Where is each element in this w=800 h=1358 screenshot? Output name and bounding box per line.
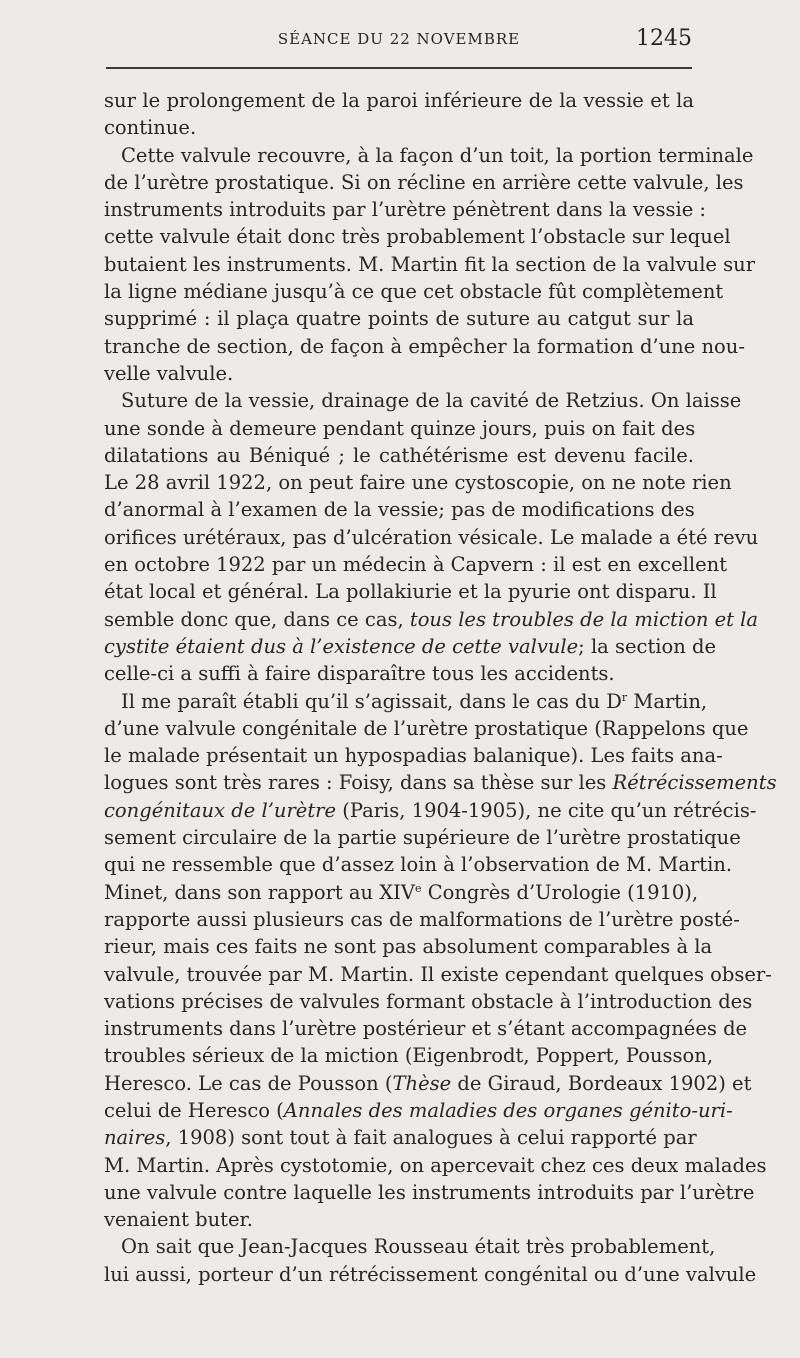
text-line <box>104 1233 716 1260</box>
text-line <box>104 469 732 496</box>
text-line <box>104 578 717 605</box>
text-line <box>104 387 742 414</box>
running-head <box>106 26 692 50</box>
text-line <box>104 660 694 687</box>
text-span: rieur, mais ces faits ne sont pas absolument comparables à la <box>104 935 713 959</box>
text-line <box>104 1042 714 1069</box>
text-span: Congrès d’Urologie (1910), <box>421 880 699 904</box>
text-line <box>104 360 694 387</box>
text-span: la ligne médiane jusqu’à ce que cet obstacle fût complètement <box>104 280 724 304</box>
text-span: état local et général. La pollakiurie et la pyurie ont disparu. Il <box>104 580 717 604</box>
text-line <box>104 961 772 988</box>
text-span: On sait que Jean-Jacques Rousseau était très probablement, <box>121 1235 716 1259</box>
text-span: Suture de la vessie, drainage de la cavité de Retzius. On laisse <box>121 389 742 413</box>
italic-text: Rétrécissements <box>612 771 777 795</box>
text-line <box>104 87 694 114</box>
text-span: d’une valvule congénitale de l’urètre prostatique (Rappelons que <box>104 716 749 740</box>
header-rule <box>106 67 692 69</box>
text-span: de Giraud, Bordeaux 1902) et <box>451 1071 752 1095</box>
italic-text: naires <box>104 1126 166 1150</box>
text-span: instruments introduits par l’urètre pénètrent dans la vessie : <box>104 198 707 222</box>
text-span: cette valvule était donc très probablement l’obstacle sur lequel <box>104 225 731 249</box>
text-line <box>104 415 694 442</box>
superscript: e <box>414 881 422 895</box>
text-span: troubles sérieux de la miction (Eigenbrodt, Poppert, Pousson, <box>104 1044 714 1068</box>
text-span: logues sont très rares : Foisy, dans sa thèse sur les <box>104 771 613 795</box>
text-span: lui aussi, porteur d’un rétrécissement congénital ou d’une valvule <box>104 1262 757 1286</box>
text-line <box>104 824 741 851</box>
text-span: continue. <box>104 116 197 140</box>
text-span: celle-ci a suffi à faire disparaître tous les accidents. <box>104 662 615 686</box>
italic-text: tous les troubles de la miction et la <box>409 607 759 631</box>
text-line <box>104 169 744 196</box>
italic-text: cystite étaient dus à l’existence de cette valvule <box>104 634 579 658</box>
text-line <box>104 1070 752 1097</box>
text-span: M. Martin. Après cystotomie, on apercevait chez ces deux malades <box>104 1153 767 1177</box>
text-span: le malade présentait un hypospadias balanique). Les faits ana- <box>104 744 723 768</box>
text-span: semble donc que, dans ce cas, <box>104 607 410 631</box>
text-line <box>104 114 694 141</box>
italic-text: congénitaux de l’urètre <box>104 798 337 822</box>
text-span: qui ne ressemble que d’assez loin à l’observation de M. Martin. <box>104 853 733 877</box>
italic-text: Annales des maladies des organes génito-uri- <box>283 1098 733 1122</box>
text-line <box>104 742 723 769</box>
text-line <box>104 1179 755 1206</box>
text-line <box>104 251 756 278</box>
text-span: en octobre 1922 par un médecin à Capvern : il est en excellent <box>104 553 728 577</box>
text-line <box>104 988 753 1015</box>
text-line <box>104 1015 748 1042</box>
text-line <box>104 1261 757 1288</box>
text-span: (Paris, 1904-1905), ne cite qu’un rétrécis- <box>336 798 757 822</box>
text-span: Cette valvule recouvre, à la façon d’un toit, la portion terminale <box>121 143 754 167</box>
text-line <box>104 278 724 305</box>
text-span: , 1908) sont tout à fait analogues à celui rapporté par <box>165 1126 697 1150</box>
text-line <box>104 1206 694 1233</box>
text-line <box>104 524 759 551</box>
text-line <box>104 688 708 715</box>
text-line <box>104 797 757 824</box>
text-line <box>104 1097 733 1124</box>
text-line <box>104 769 777 796</box>
text-line <box>104 442 694 469</box>
text-span: Le 28 avril 1922, on peut faire une cystoscopie, on ne note rien <box>104 471 732 495</box>
text-span: ; la section de <box>578 634 717 658</box>
text-span: instruments dans l’urètre postérieur et s’étant accompagnées de <box>104 1017 748 1041</box>
text-span: supprimé : il plaça quatre points de suture au catgut sur la <box>104 307 694 331</box>
superscript: r <box>621 690 628 704</box>
page-number: 1245 <box>636 26 692 51</box>
text-span: orifices urétéraux, pas d’ulcération vésicale. Le malade a été revu <box>104 525 759 549</box>
text-line <box>104 879 699 906</box>
text-span: butaient les instruments. M. Martin fit la section de la valvule sur <box>104 252 756 276</box>
text-line <box>104 223 731 250</box>
text-span: Heresco. Le cas de Pousson ( <box>104 1071 393 1095</box>
text-span: valvule, trouvée par M. Martin. Il existe cependant quelques obser- <box>104 962 772 986</box>
text-line <box>104 933 713 960</box>
text-span: Il me paraît établi qu’il s’agissait, dans le cas du D <box>121 689 622 713</box>
text-line <box>104 1152 767 1179</box>
text-span: sement circulaire de la partie supérieure de l’urètre prostatique <box>104 826 741 850</box>
text-line <box>104 333 745 360</box>
text-span: rapporte aussi plusieurs cas de malformations de l’urètre posté- <box>104 907 740 931</box>
text-span: vations précises de valvules formant obstacle à l’introduction des <box>104 989 753 1013</box>
text-line <box>104 496 694 523</box>
text-line <box>104 196 707 223</box>
text-span: dilatations au Béniqué ; le cathétérisme est devenu facile. <box>104 443 694 467</box>
italic-text: Thèse <box>392 1071 452 1095</box>
text-span: une valvule contre laquelle les instruments introduits par l’urètre <box>104 1180 755 1204</box>
text-line <box>104 906 740 933</box>
text-span: venaient buter. <box>104 1208 253 1232</box>
text-span: une sonde à demeure pendant quinze jours, puis on fait des <box>104 416 696 440</box>
text-span: velle valvule. <box>104 361 234 385</box>
text-line <box>104 142 754 169</box>
text-line <box>104 606 759 633</box>
text-span: sur le prolongement de la paroi inférieure de la vessie et la <box>104 89 694 112</box>
running-title: SÉANCE DU 22 NOVEMBRE <box>277 30 521 48</box>
text-line <box>104 551 728 578</box>
body-text <box>104 87 777 1288</box>
text-line <box>104 1124 697 1151</box>
text-span: d’anormal à l’examen de la vessie; pas de modifications des <box>104 498 695 522</box>
text-span: Martin, <box>627 689 708 713</box>
text-line <box>104 851 733 878</box>
text-span: celui de Heresco ( <box>104 1098 284 1122</box>
text-line <box>104 305 694 332</box>
text-line <box>104 715 749 742</box>
text-span: de l’urètre prostatique. Si on récline en arrière cette valvule, les <box>104 170 744 194</box>
text-line <box>104 633 717 660</box>
text-span: tranche de section, de façon à empêcher la formation d’une nou- <box>104 334 745 358</box>
text-span: Minet, dans son rapport au XIV <box>104 880 415 904</box>
